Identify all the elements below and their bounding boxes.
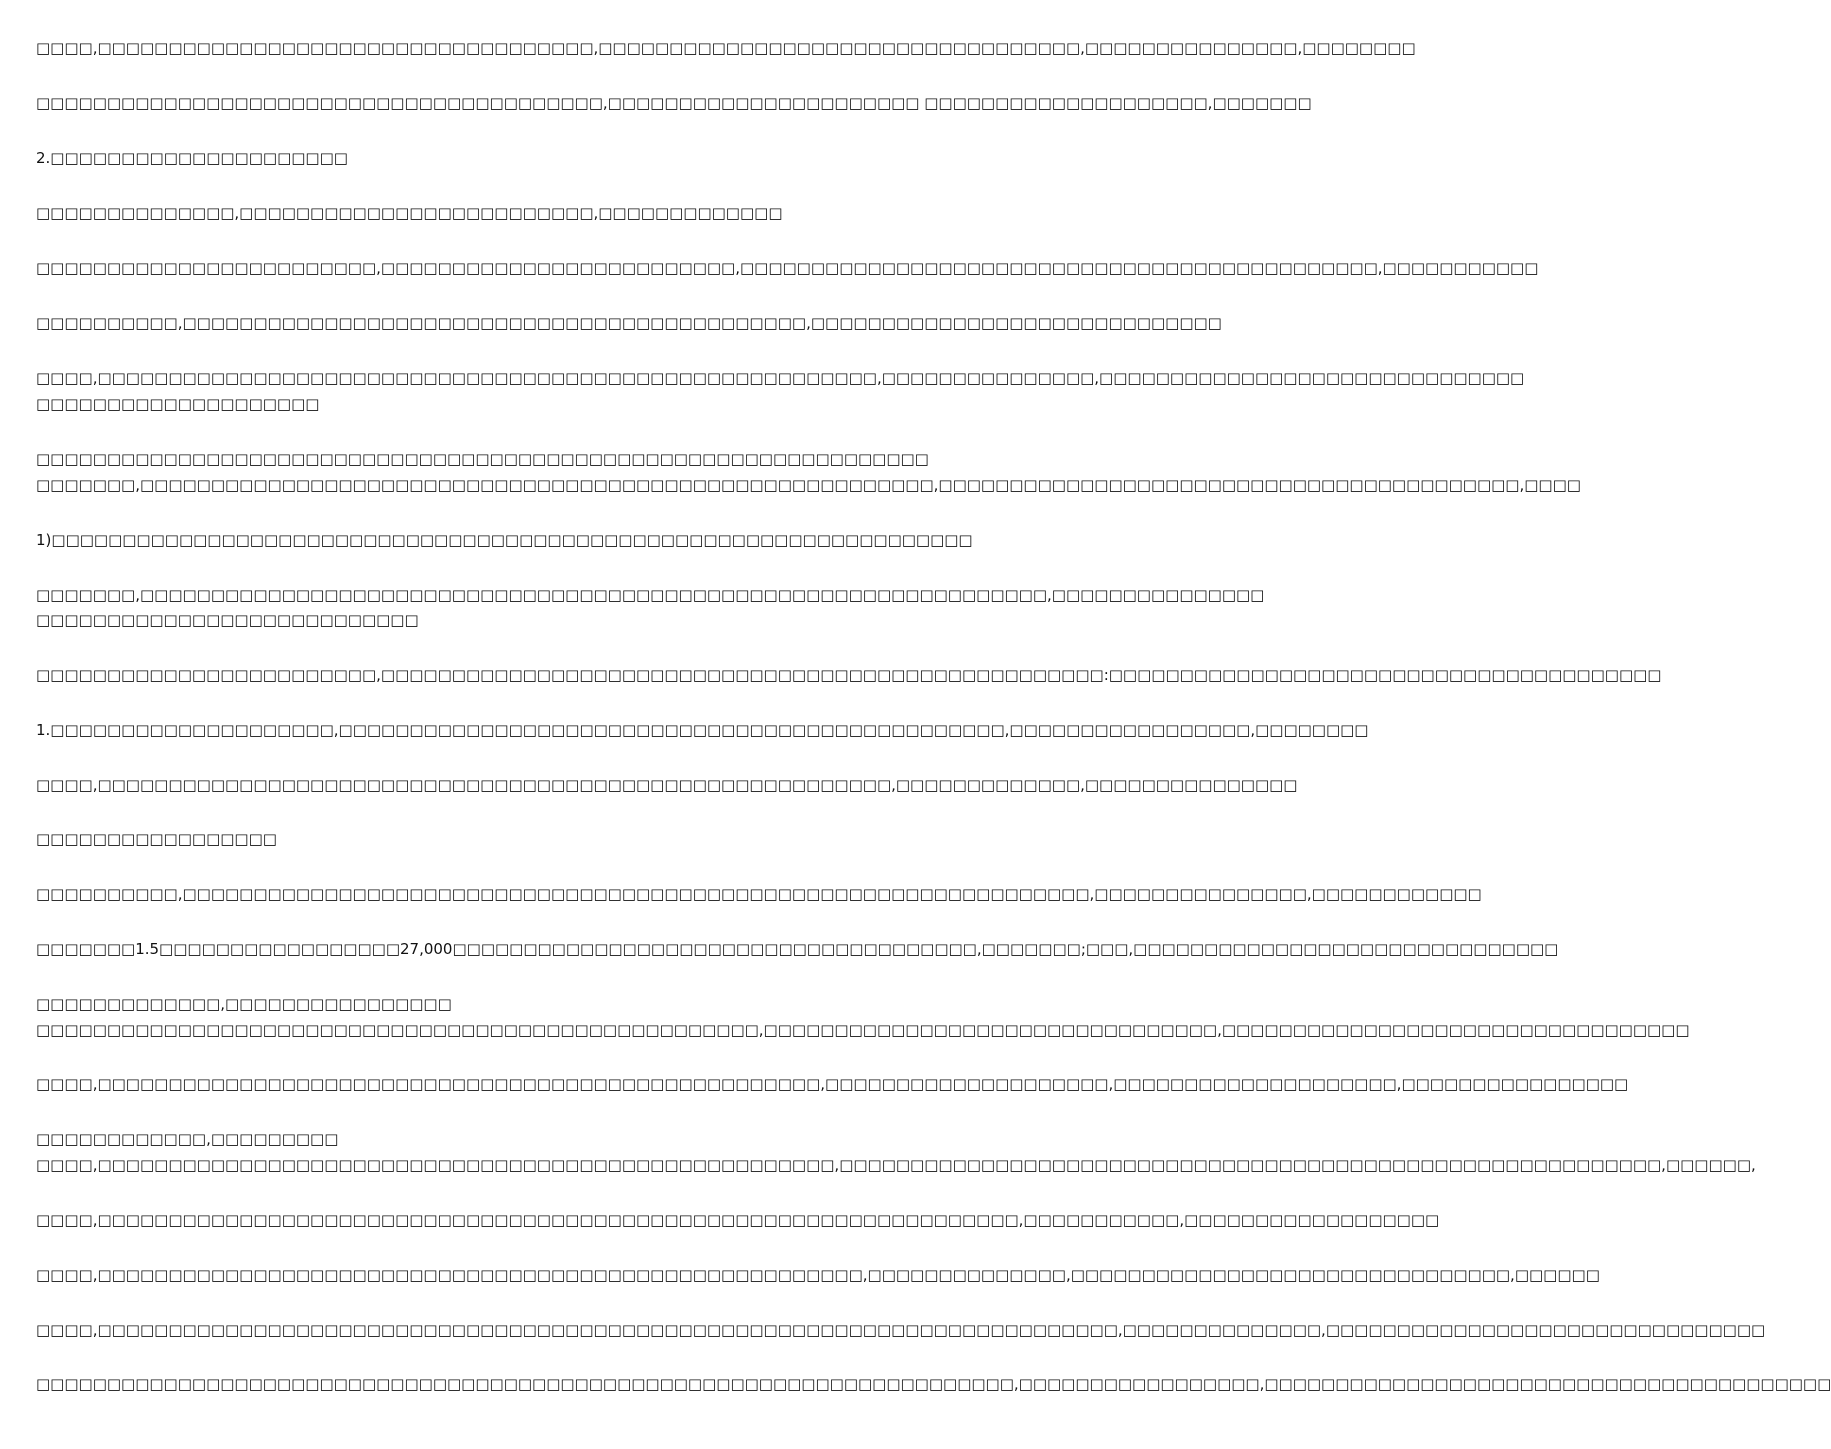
paragraph-line: □□□□,□□□□□□□□□□□□□□□□□□□□□□□□□□□□□□□□□□□□□□□□□□□□□□□□□□□□,□□□□□□□□□□□□□□□□□□□□□□□□□□□□□□□□□□□□□□□□□□□□□□□□□□□□□□□□□□,□□□□□□, <box>36 1156 1756 1174</box>
paragraph-line: □□□□,□□□□□□□□□□□□□□□□□□□□□□□□□□□□□□□□□□□,□□□□□□□□□□□□□□□□□□□□□□□□□□□□□□□□□□,□□□□□□□□□□□□□□□,□□□□□□□□ <box>36 39 1416 57</box>
paragraph-line: □□□□□□□□□□□□□,□□□□□□□□□□□□□□□□ <box>36 995 452 1013</box>
paragraph-line: □□□□□□□□□□□□□□□□□□□□□□□□□□□□□□□□□□□□□□□□□□□□□□□□□□□,□□□□□□□□□□□□□□□□□□□□□□□□□□□□□□□□,□□□□□□□□□□□□□□□□□□□□□□□□□□□□□□□□□ <box>36 1021 1690 1039</box>
section-heading: 2.□□□□□□□□□□□□□□□□□□□□□ <box>36 149 348 167</box>
list-item-line: 1.□□□□□□□□□□□□□□□□□□□□,□□□□□□□□□□□□□□□□□□□□□□□□□□□□□□□□□□□□□□□□□□□□□□□,□□□□□□□□□□□□□□□□□,□□□□□□□□ <box>36 721 1369 739</box>
paragraph-line: □□□□,□□□□□□□□□□□□□□□□□□□□□□□□□□□□□□□□□□□□□□□□□□□□□□□□□□□□□□,□□□□□□□□□□□□□□,□□□□□□□□□□□□□□□□□□□□□□□□□□□□□□□,□□□□□□ <box>36 1266 1600 1284</box>
paragraph-line: □□□□□□□□□□□□,□□□□□□□□□ <box>36 1130 339 1148</box>
paragraph-line: □□□□□□□□□□□□□□□□□□□□□□□□,□□□□□□□□□□□□□□□□□□□□□□□□□,□□□□□□□□□□□□□□□□□□□□□□□□□□□□□□□□□□□□□□□□□□□□□,□□□□□□□□□□□ <box>36 259 1539 277</box>
paragraph-line: □□□□□□□□□□□□□□□□□□□□□□□□□□□□□□□□□□□□□□□□□□□□□□□□□□□□□□□□□□□□□□□ <box>36 450 929 468</box>
paragraph-line: □□□□□□□1.5□□□□□□□□□□□□□□□□□27,000□□□□□□□□□□□□□□□□□□□□□□□□□□□□□□□□□□□□□,□□□□□□□;□□□,□□□□□□□□□□□□□□□□□□□□□□□□□□□□□□ <box>36 940 1559 958</box>
list-item-heading: 1)□□□□□□□□□□□□□□□□□□□□□□□□□□□□□□□□□□□□□□□□□□□□□□□□□□□□□□□□□□□□□□□□□ <box>36 531 973 549</box>
paragraph-line: □□□□,□□□□□□□□□□□□□□□□□□□□□□□□□□□□□□□□□□□□□□□□□□□□□□□□□□□□□□□□□□□□□□□□□□□□□□□□,□□□□□□□□□□□□□□,□□□□□□□□□□□□□□□□□□□□□□□□□□□□□□□ <box>36 1321 1766 1339</box>
paragraph-line: □□□□□□□□□□□□□□□□□□□□□□□□□□□□□□□□□□□□□□□□,□□□□□□□□□□□□□□□□□□□□□□ □□□□□□□□□□□□□□□□□□□□,□□□□□□□ <box>36 94 1312 112</box>
section-heading: □□□□□□□□□□□□□□□□□ <box>36 830 277 848</box>
paragraph-line: □□□□□□□,□□□□□□□□□□□□□□□□□□□□□□□□□□□□□□□□□□□□□□□□□□□□□□□□□□□□□□□□□□□□□□□□,□□□□□□□□□□□□□□□ <box>36 586 1265 604</box>
paragraph-line: □□□□□□□□□□□□□□□□□□□□□□□□□□□ <box>36 611 419 629</box>
paragraph-line: □□□□,□□□□□□□□□□□□□□□□□□□□□□□□□□□□□□□□□□□□□□□□□□□□□□□□□□□□□□□□,□□□□□□□□□□□□□,□□□□□□□□□□□□□□□ <box>36 776 1298 794</box>
paragraph-line: □□□□,□□□□□□□□□□□□□□□□□□□□□□□□□□□□□□□□□□□□□□□□□□□□□□□□□□□□□□□□□□□□□□□□□,□□□□□□□□□□□,□□□□□□□□□□□□□□□□□□ <box>36 1211 1440 1229</box>
paragraph-line: □□□□,□□□□□□□□□□□□□□□□□□□□□□□□□□□□□□□□□□□□□□□□□□□□□□□□□□□□□□□,□□□□□□□□□□□□□□□,□□□□□□□□□□□□□□□□□□□□□□□□□□□□□□ <box>36 369 1525 387</box>
paragraph-line: □□□□□□□□□□,□□□□□□□□□□□□□□□□□□□□□□□□□□□□□□□□□□□□□□□□□□□□,□□□□□□□□□□□□□□□□□□□□□□□□□□□□□ <box>36 314 1222 332</box>
paragraph-line: □□□□□□□□□□□□□□□□□□□□□□□□,□□□□□□□□□□□□□□□□□□□□□□□□□□□□□□□□□□□□□□□□□□□□□□□□□□□:□□□□□□□□□□□□□□□□□□□□□□□□□□□□□□□□□□□□□□□ <box>36 666 1662 684</box>
paragraph-line: □□□□□□□□□□□□□□□□□□□□ <box>36 395 320 413</box>
paragraph-line: □□□□,□□□□□□□□□□□□□□□□□□□□□□□□□□□□□□□□□□□□□□□□□□□□□□□□□□□,□□□□□□□□□□□□□□□□□□□□,□□□□□□□□□□□□□□□□□□□□,□□□□□□□□□□□□□□□□ <box>36 1075 1629 1093</box>
paragraph-line: □□□□□□□□□□,□□□□□□□□□□□□□□□□□□□□□□□□□□□□□□□□□□□□□□□□□□□□□□□□□□□□□□□□□□□□□□□□,□□□□□□□□□□□□□□□,□□□□□□□□□□□□ <box>36 885 1482 903</box>
paragraph-line: □□□□□□□,□□□□□□□□□□□□□□□□□□□□□□□□□□□□□□□□□□□□□□□□□□□□□□□□□□□□□□□□,□□□□□□□□□□□□□□□□□□□□□□□□□□□□□□□□□□□□□□□□□,□□□□ <box>36 476 1581 494</box>
paragraph-line: □□□□□□□□□□□□□□□□□□□□□□□□□□□□□□□□□□□□□□□□□□□□□□□□□□□□□□□□□□□□□□□□□□□□□,□□□□□□□□□□□□□□□□□,□□□□□□□□□□□□□□□□□□□□□□□□□□□□□□□□□□□□□□□□ <box>36 1375 1831 1393</box>
paragraph-line: □□□□□□□□□□□□□□,□□□□□□□□□□□□□□□□□□□□□□□□□,□□□□□□□□□□□□□ <box>36 204 783 222</box>
